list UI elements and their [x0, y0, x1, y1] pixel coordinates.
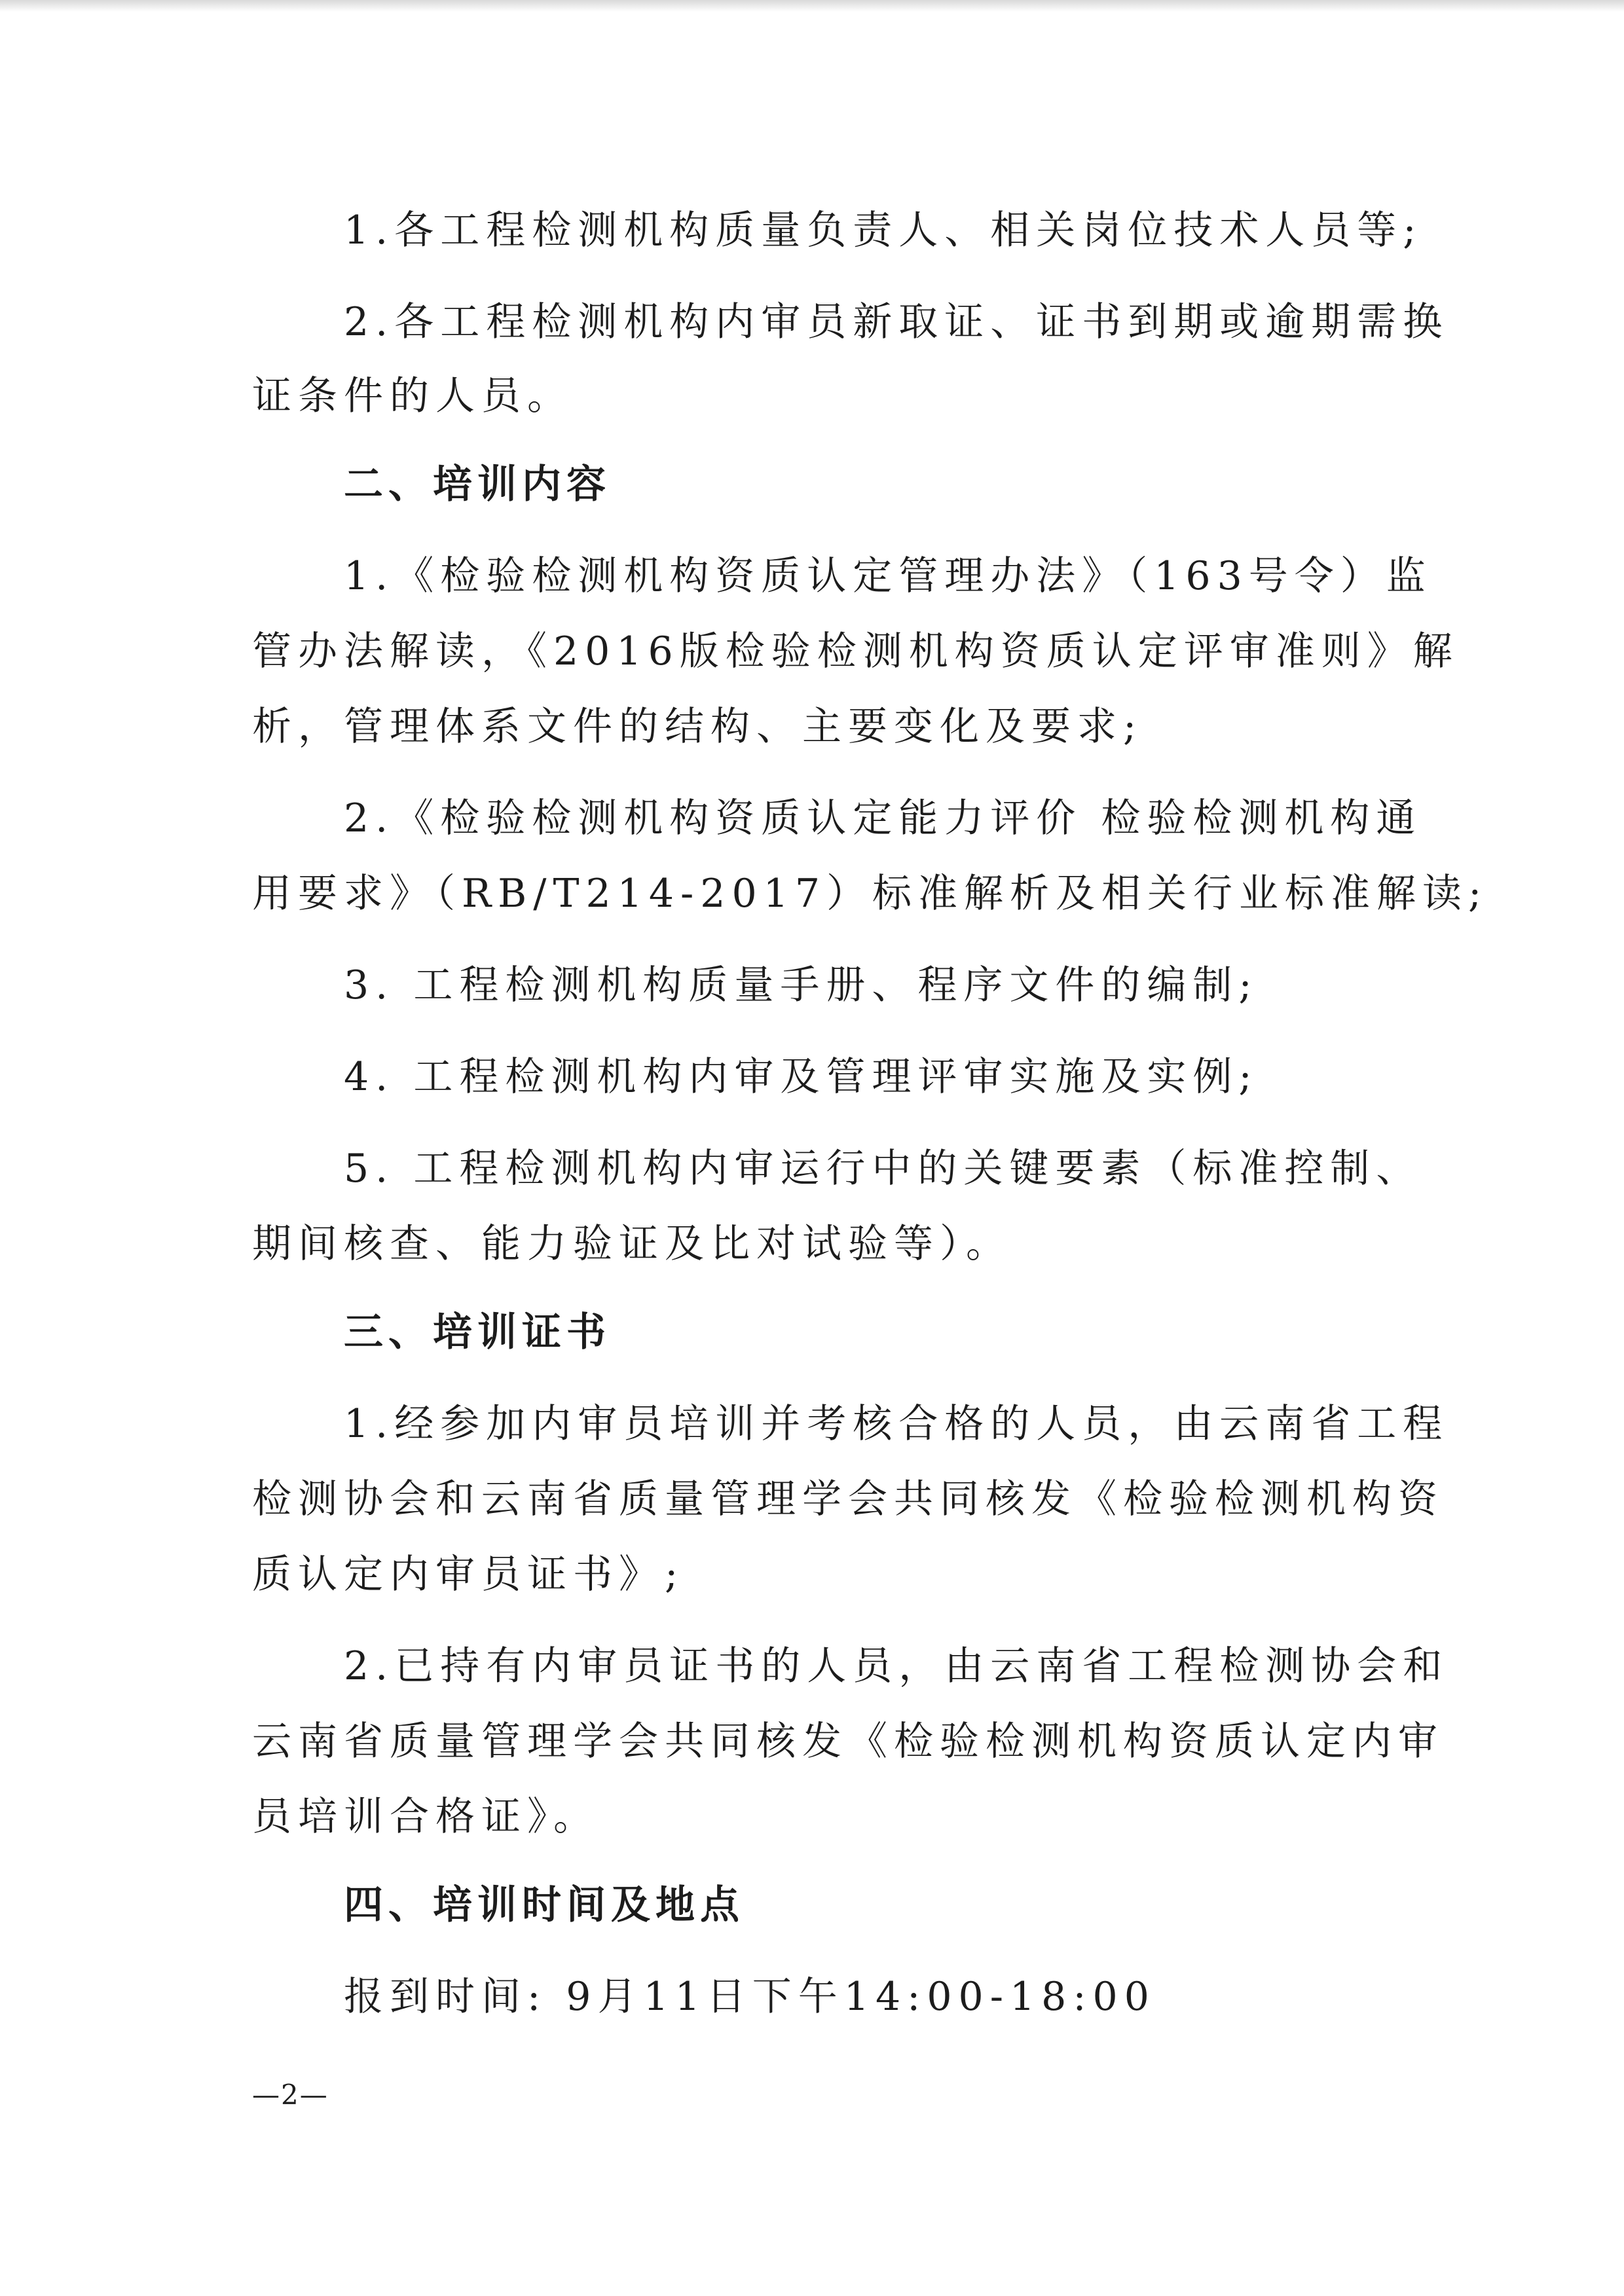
content-item-1-cont-a: 管办法解读，《2016版检验检测机构资质认定评审准则》解: [252, 629, 1459, 674]
section-heading-time-place: 四、培训时间及地点: [344, 1882, 745, 1928]
audience-item-2-cont: 证条件的人员。: [252, 373, 573, 419]
section-heading-training-content: 二、培训内容: [344, 462, 611, 507]
content-item-3: 3. 工程检测机构质量手册、程序文件的编制;: [344, 962, 1259, 1008]
certificate-item-1-cont-a: 检测协会和云南省质量管理学会共同核发《检验检测机构资: [252, 1476, 1444, 1522]
registration-time: 报到时间: 9月11日下午14:00-18:00: [344, 1974, 1156, 2020]
content-item-5-cont: 期间核查、能力验证及比对试验等）。: [252, 1221, 1012, 1267]
content-item-4: 4. 工程检测机构内审及管理评审实施及实例;: [344, 1054, 1259, 1100]
audience-item-2: 2.各工程检测机构内审员新取证、证书到期或逾期需换: [344, 299, 1449, 345]
content-item-1-cont-b: 析，管理体系文件的结构、主要变化及要求;: [252, 704, 1143, 750]
content-item-5: 5. 工程检测机构内审运行中的关键要素（标准控制、: [344, 1146, 1422, 1192]
certificate-item-2-cont-b: 员培训合格证》。: [252, 1794, 599, 1840]
section-heading-certificate: 三、培训证书: [344, 1309, 611, 1355]
page-number: —2—: [252, 2079, 329, 2111]
scan-edge-shadow: [0, 0, 1624, 12]
content-item-2: 2.《检验检测机构资质认定能力评价 检验检测机构通: [344, 795, 1422, 841]
certificate-item-2: 2.已持有内审员证书的人员，由云南省工程检测协会和: [344, 1643, 1449, 1689]
content-item-2-cont: 用要求》（RB/T214-2017）标准解析及相关行业标准解读;: [252, 871, 1488, 917]
audience-item-1: 1.各工程检测机构质量负责人、相关岗位技术人员等;: [344, 208, 1423, 253]
certificate-item-2-cont-a: 云南省质量管理学会共同核发《检验检测机构资质认定内审: [252, 1719, 1444, 1764]
certificate-item-1-cont-b: 质认定内审员证书》;: [252, 1552, 685, 1597]
content-item-1: 1.《检验检测机构资质认定管理办法》（163号令）监: [344, 553, 1432, 599]
certificate-item-1: 1.经参加内审员培训并考核合格的人员，由云南省工程: [344, 1401, 1449, 1447]
